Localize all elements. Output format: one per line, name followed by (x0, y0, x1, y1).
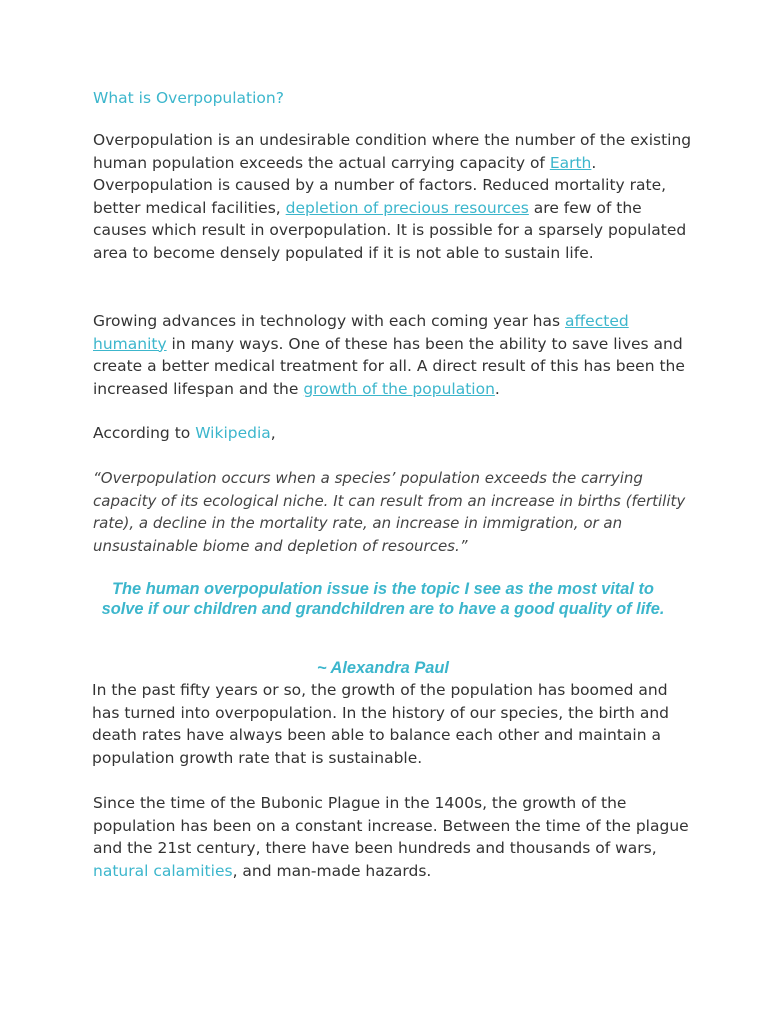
paragraph-bubonic-plague (93, 792, 693, 882)
link-natural-calamities[interactable]: natural calamities (93, 861, 233, 880)
paragraph-text: , and man-made hazards. (232, 861, 432, 880)
link-growth-of-population[interactable]: growth of the population (303, 379, 495, 398)
page-title: What is Overpopulation? (93, 89, 284, 107)
pull-quote-text: The human overpopulation issue is the topic I see as the most vital to solve if our children and grandchildren are to have a good quality of life. (101, 580, 665, 618)
wikipedia-quote: “Overpopulation occurs when a species’ population exceeds the carrying capacity of its ecological niche. It can result from an increase in births (fertility rate), a decline in the mortality rate, an increase in immigration, or an unsustainable biome and depletion of resources.” (93, 469, 686, 555)
paragraph-text: According to (93, 424, 196, 442)
link-wikipedia[interactable]: Wikipedia (195, 424, 271, 442)
paragraph-text: in many ways. One of these has been the ability to save lives and create a better medical treatment for all. A direct result of this has been the increased lifespan and the (93, 334, 685, 398)
paragraph-according-to (93, 422, 693, 445)
link-earth[interactable]: Earth (549, 153, 592, 172)
paragraph-text: Since the time of the Bubonic Plague in the 1400s, the growth of the population has been on a constant increase. Between the time of the plague and the 21st century, there have been hundreds and thousands of wars, (93, 794, 689, 858)
pull-quote-author: ~ Alexandra Paul (317, 659, 449, 677)
paragraph-text: are few of the causes which result in overpopulation. It is possible for a sparsely populated area to become densely populated if it is not able to sustain life. (93, 198, 687, 262)
paragraph-technology (93, 310, 693, 400)
paragraph-text: Overpopulation is an undesirable condition where the number of the existing human population exceeds the actual carrying capacity of (93, 131, 692, 172)
link-depletion-of-resources[interactable]: depletion of precious resources (285, 198, 529, 217)
paragraph-text: . (494, 379, 500, 398)
paragraph-text: . Overpopulation is caused by a number of factors. Reduced mortality rate, better medical facilities, (93, 153, 667, 217)
paragraph-text: Growing advances in technology with each coming year has (93, 312, 565, 330)
paragraph-history: In the past fifty years or so, the growth of the population has boomed and has turned into overpopulation. In the history of our species, the birth and death rates have always been able to balance each other and maintain a population growth rate that is sustainable. (92, 681, 669, 767)
link-affected-humanity[interactable]: affected humanity (93, 312, 629, 353)
paragraph-text: , (270, 424, 276, 442)
paragraph-definition (93, 129, 693, 265)
